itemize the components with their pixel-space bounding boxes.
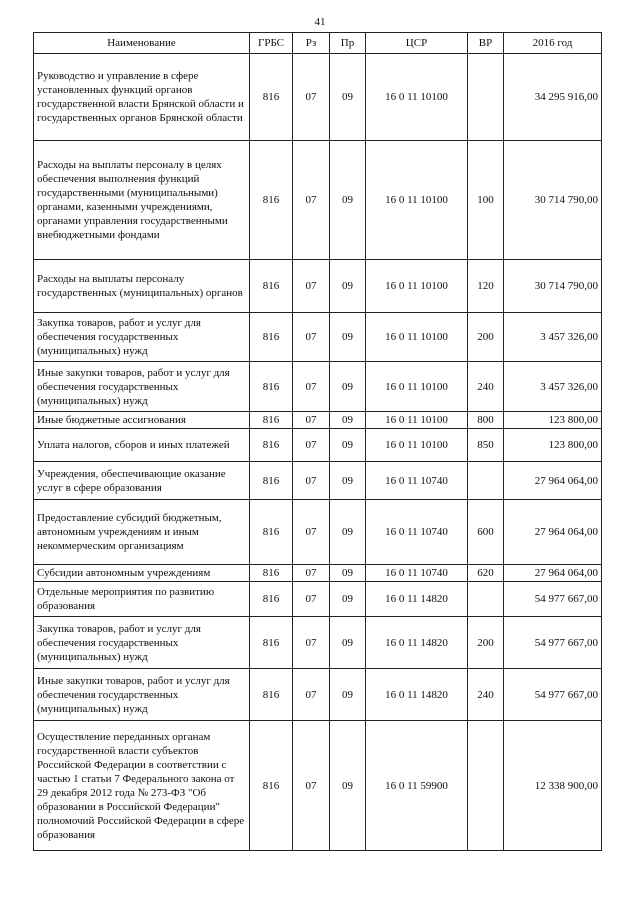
row-name: Предоставление субсидий бюджетным, автономным учреждениям и иным некоммерческим организациям	[34, 500, 250, 565]
row-vr	[468, 721, 504, 851]
row-vr	[468, 462, 504, 500]
col-header-grbs: ГРБС	[250, 33, 293, 54]
row-pr: 09	[330, 313, 366, 362]
row-grbs: 816	[250, 362, 293, 412]
row-name: Осуществление переданных органам государственной власти субъектов Российской Федерации в соответствии с частью 1 статьи 7 Федерального закона от 29 декабря 2012 года № 273-ФЗ "Об образовании в Российской Федерации" полномочий Российской Федерации в сфере образования	[34, 721, 250, 851]
row-csr: 16 0 11 10100	[366, 362, 468, 412]
col-header-name: Наименование	[34, 33, 250, 54]
row-pr: 09	[330, 412, 366, 429]
row-vr	[468, 54, 504, 141]
col-header-pr: Пр	[330, 33, 366, 54]
row-rz: 07	[293, 429, 330, 462]
row-amount: 30 714 790,00	[504, 260, 602, 313]
row-grbs: 816	[250, 565, 293, 582]
row-rz: 07	[293, 412, 330, 429]
row-grbs: 816	[250, 141, 293, 260]
row-rz: 07	[293, 669, 330, 721]
row-amount: 54 977 667,00	[504, 669, 602, 721]
row-vr: 620	[468, 565, 504, 582]
row-amount: 123 800,00	[504, 429, 602, 462]
row-amount: 3 457 326,00	[504, 313, 602, 362]
table-row	[34, 617, 602, 669]
row-name: Иные бюджетные ассигнования	[34, 412, 250, 429]
row-name: Закупка товаров, работ и услуг для обеспечения государственных (муниципальных) нужд	[34, 313, 250, 362]
row-rz: 07	[293, 582, 330, 617]
col-header-csr: ЦСР	[366, 33, 468, 54]
row-vr: 850	[468, 429, 504, 462]
row-amount: 54 977 667,00	[504, 582, 602, 617]
row-amount: 123 800,00	[504, 412, 602, 429]
row-grbs: 816	[250, 54, 293, 141]
row-pr: 09	[330, 260, 366, 313]
row-pr: 09	[330, 54, 366, 141]
row-rz: 07	[293, 260, 330, 313]
row-amount: 34 295 916,00	[504, 54, 602, 141]
row-rz: 07	[293, 565, 330, 582]
row-vr: 120	[468, 260, 504, 313]
row-grbs: 816	[250, 313, 293, 362]
row-grbs: 816	[250, 412, 293, 429]
row-grbs: 816	[250, 260, 293, 313]
table-row	[34, 500, 602, 565]
row-pr: 09	[330, 362, 366, 412]
row-amount: 3 457 326,00	[504, 362, 602, 412]
col-header-vr: ВР	[468, 33, 504, 54]
row-rz: 07	[293, 462, 330, 500]
row-grbs: 816	[250, 669, 293, 721]
row-vr: 200	[468, 617, 504, 669]
table-row	[34, 412, 602, 429]
col-header-year: 2016 год	[504, 33, 602, 54]
table-row	[34, 462, 602, 500]
row-csr: 16 0 11 10740	[366, 462, 468, 500]
row-rz: 07	[293, 500, 330, 565]
header-row	[34, 33, 602, 54]
budget-table	[33, 32, 602, 851]
row-pr: 09	[330, 429, 366, 462]
row-csr: 16 0 11 10100	[366, 313, 468, 362]
table-row	[34, 669, 602, 721]
row-rz: 07	[293, 362, 330, 412]
row-grbs: 816	[250, 462, 293, 500]
table-row	[34, 362, 602, 412]
row-csr: 16 0 11 10100	[366, 412, 468, 429]
table-row	[34, 429, 602, 462]
row-grbs: 816	[250, 429, 293, 462]
row-rz: 07	[293, 141, 330, 260]
row-name: Уплата налогов, сборов и иных платежей	[34, 429, 250, 462]
row-name: Закупка товаров, работ и услуг для обеспечения государственных (муниципальных) нужд	[34, 617, 250, 669]
row-name: Иные закупки товаров, работ и услуг для обеспечения государственных (муниципальных) нужд	[34, 362, 250, 412]
row-rz: 07	[293, 721, 330, 851]
row-pr: 09	[330, 462, 366, 500]
row-grbs: 816	[250, 721, 293, 851]
row-pr: 09	[330, 721, 366, 851]
row-vr: 600	[468, 500, 504, 565]
row-csr: 16 0 11 14820	[366, 582, 468, 617]
table-row	[34, 582, 602, 617]
row-amount: 30 714 790,00	[504, 141, 602, 260]
table-row	[34, 260, 602, 313]
row-vr: 200	[468, 313, 504, 362]
row-name: Руководство и управление в сфере установленных функций органов государственной власти Брянской области и государственных органов Брянской области	[34, 54, 250, 141]
row-csr: 16 0 11 10740	[366, 500, 468, 565]
row-csr: 16 0 11 59900	[366, 721, 468, 851]
row-vr: 800	[468, 412, 504, 429]
row-pr: 09	[330, 141, 366, 260]
row-csr: 16 0 11 10100	[366, 260, 468, 313]
row-pr: 09	[330, 565, 366, 582]
row-csr: 16 0 11 10740	[366, 565, 468, 582]
row-rz: 07	[293, 617, 330, 669]
row-name: Отдельные мероприятия по развитию образования	[34, 582, 250, 617]
table-row	[34, 141, 602, 260]
row-grbs: 816	[250, 617, 293, 669]
row-csr: 16 0 11 14820	[366, 617, 468, 669]
row-name: Расходы на выплаты персоналу в целях обеспечения выполнения функций государственными (муниципальными) органами, казенными учреждениями, органами управления государственными внебюджетными фондами	[34, 141, 250, 260]
row-name: Учреждения, обеспечивающие оказание услуг в сфере образования	[34, 462, 250, 500]
row-name: Иные закупки товаров, работ и услуг для обеспечения государственных (муниципальных) нужд	[34, 669, 250, 721]
row-amount: 27 964 064,00	[504, 500, 602, 565]
row-rz: 07	[293, 54, 330, 141]
row-amount: 12 338 900,00	[504, 721, 602, 851]
table-row	[34, 313, 602, 362]
table-row	[34, 54, 602, 141]
page-number: 41	[314, 16, 326, 28]
table-row	[34, 721, 602, 851]
row-csr: 16 0 11 14820	[366, 669, 468, 721]
row-grbs: 816	[250, 582, 293, 617]
row-vr: 240	[468, 669, 504, 721]
row-pr: 09	[330, 500, 366, 565]
row-vr	[468, 582, 504, 617]
row-csr: 16 0 11 10100	[366, 54, 468, 141]
row-vr: 100	[468, 141, 504, 260]
col-header-rz: Рз	[293, 33, 330, 54]
row-amount: 27 964 064,00	[504, 565, 602, 582]
row-amount: 54 977 667,00	[504, 617, 602, 669]
row-rz: 07	[293, 313, 330, 362]
row-grbs: 816	[250, 500, 293, 565]
row-pr: 09	[330, 582, 366, 617]
row-csr: 16 0 11 10100	[366, 141, 468, 260]
row-name: Субсидии автономным учреждениям	[34, 565, 250, 582]
row-amount: 27 964 064,00	[504, 462, 602, 500]
row-csr: 16 0 11 10100	[366, 429, 468, 462]
row-pr: 09	[330, 669, 366, 721]
row-name: Расходы на выплаты персоналу государственных (муниципальных) органов	[34, 260, 250, 313]
table-row	[34, 565, 602, 582]
row-pr: 09	[330, 617, 366, 669]
row-vr: 240	[468, 362, 504, 412]
